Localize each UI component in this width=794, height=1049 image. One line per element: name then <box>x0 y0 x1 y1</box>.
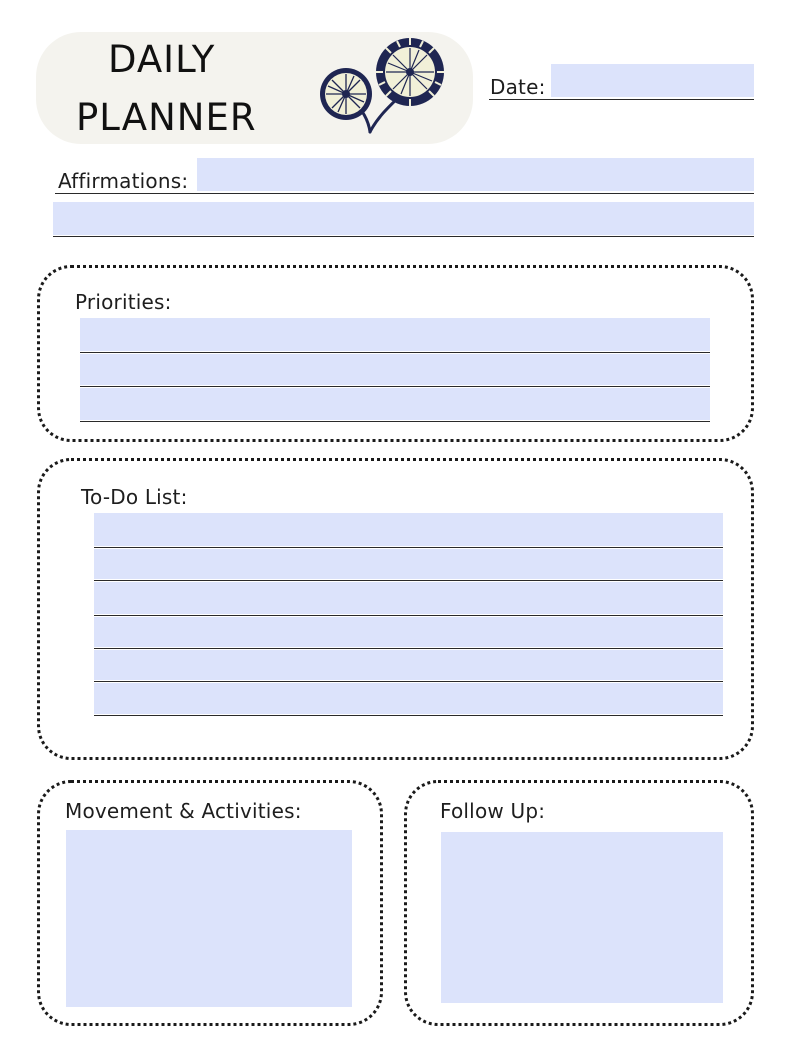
title-line-2: PLANNER <box>76 96 257 139</box>
flower-icon <box>310 36 455 140</box>
todo-field-3[interactable] <box>94 582 723 614</box>
affirmations-field-1[interactable] <box>197 158 754 191</box>
todo-line <box>94 547 723 548</box>
todo-field-1[interactable] <box>94 513 723 546</box>
priorities-label: Priorities: <box>75 290 172 314</box>
priority-field-3[interactable] <box>80 388 710 420</box>
todo-field-6[interactable] <box>94 683 723 714</box>
priority-field-2[interactable] <box>80 354 710 385</box>
todo-line <box>94 580 723 581</box>
priority-line <box>80 352 710 353</box>
movement-field[interactable] <box>66 830 352 1007</box>
follow-up-label: Follow Up: <box>440 799 546 823</box>
todo-field-4[interactable] <box>94 617 723 647</box>
affirmations-underline-1 <box>55 193 754 194</box>
todo-field-5[interactable] <box>94 650 723 680</box>
todo-label: To-Do List: <box>81 485 188 509</box>
title-line-1: DAILY <box>108 38 216 81</box>
follow-up-field[interactable] <box>441 832 723 1003</box>
date-field[interactable] <box>551 64 754 97</box>
date-underline <box>489 99 754 100</box>
todo-line <box>94 681 723 682</box>
todo-line <box>94 715 723 716</box>
affirmations-label: Affirmations: <box>58 169 189 193</box>
priority-line <box>80 386 710 387</box>
priority-line <box>80 421 710 422</box>
affirmations-underline-2 <box>53 236 754 237</box>
todo-line <box>94 615 723 616</box>
priority-field-1[interactable] <box>80 318 710 351</box>
movement-label: Movement & Activities: <box>65 799 302 823</box>
todo-line <box>94 648 723 649</box>
date-label: Date: <box>490 75 546 99</box>
todo-field-2[interactable] <box>94 549 723 579</box>
affirmations-field-2[interactable] <box>53 202 754 235</box>
